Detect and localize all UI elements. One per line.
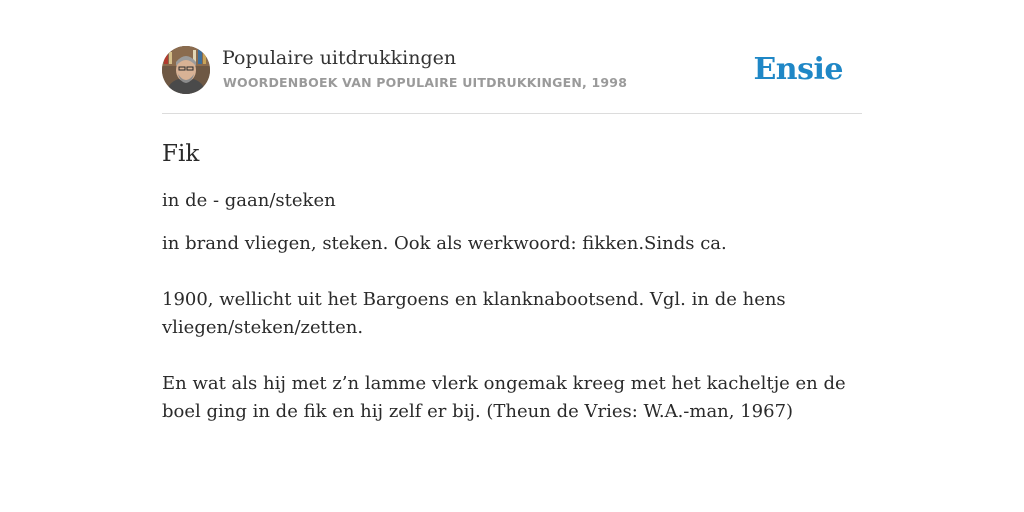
- entry-title: Fik: [162, 141, 200, 167]
- entry-subtitle: in de - gaan/steken: [162, 190, 336, 211]
- definition-paragraph: 1900, wellicht uit het Bargoens en klanknabootsend. Vgl. in de hens vliegen/steken/zetten.: [162, 289, 786, 338]
- ensie-logo[interactable]: Ensie: [753, 52, 843, 87]
- author-name[interactable]: Populaire uitdrukkingen: [222, 47, 457, 69]
- entry-header: [162, 46, 862, 114]
- definition-paragraph: in brand vliegen, steken. Ook als werkwoord: fikken.Sinds ca.: [162, 233, 727, 254]
- entry-definition: [162, 230, 862, 426]
- author-avatar[interactable]: [162, 46, 210, 94]
- entry-card: [162, 46, 862, 454]
- definition-paragraph: En wat als hij met z’n lamme vlerk ongemak kreeg met het kacheltje en de boel ging in de fik en hij zelf er bij. (Theun de Vries: W.A.-man, 1967): [162, 373, 846, 422]
- source-label: WOORDENBOEK VAN POPULAIRE UITDRUKKINGEN, 1998: [223, 75, 628, 90]
- author-portrait-icon: [162, 46, 210, 94]
